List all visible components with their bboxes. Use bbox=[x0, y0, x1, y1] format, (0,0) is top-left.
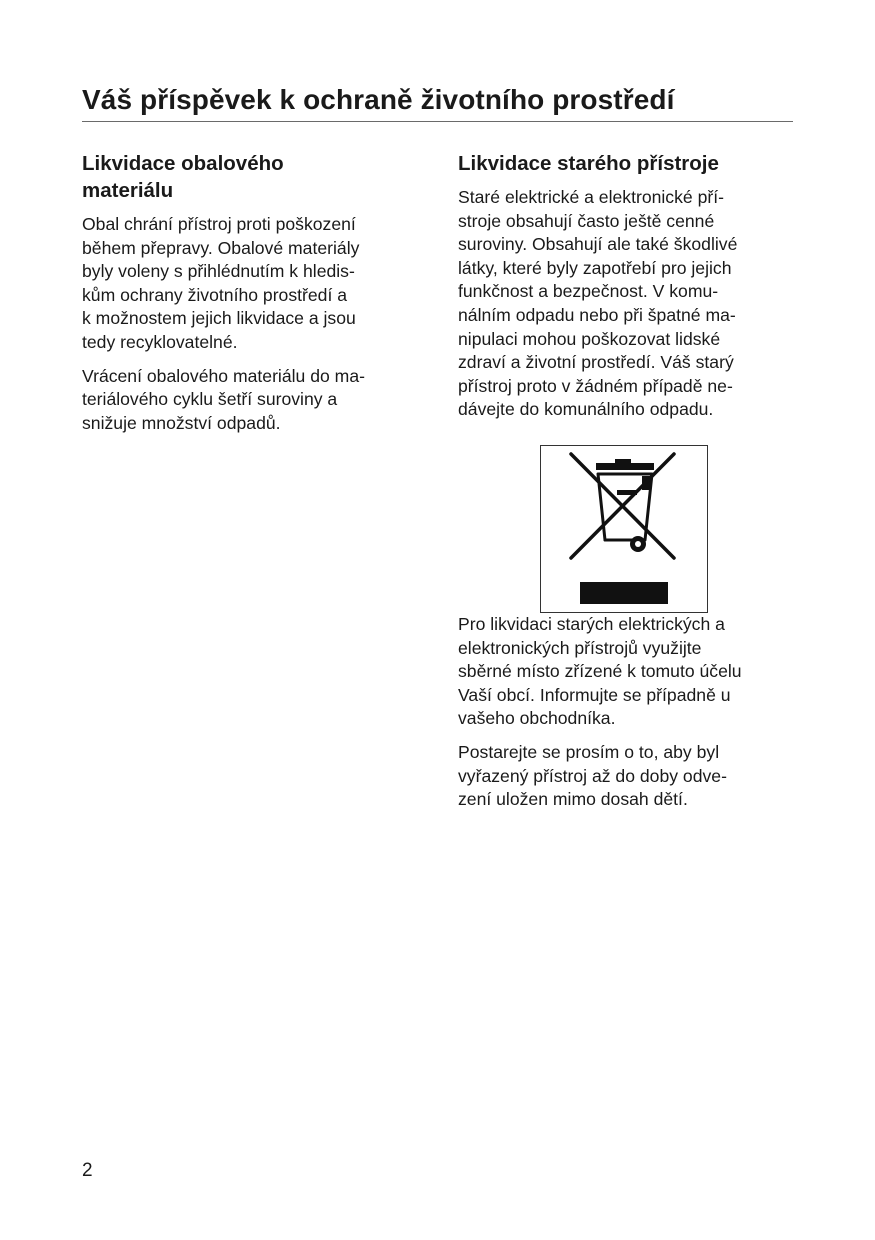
text-line: přístroj proto v žádném případě ne- bbox=[458, 375, 733, 396]
text-line: k možnostem jejich likvidace a jsou bbox=[82, 308, 356, 329]
packaging-paragraph-2 bbox=[82, 365, 417, 436]
text-line: Vaší obcí. Informujte se případně u bbox=[458, 684, 731, 705]
weee-bar bbox=[580, 582, 668, 604]
appliance-paragraph-1 bbox=[458, 186, 793, 422]
right-column bbox=[458, 150, 793, 822]
heading-line: materiálu bbox=[82, 179, 174, 202]
weee-symbol-frame bbox=[540, 445, 708, 613]
text-line: byly voleny s přihlédnutím k hledis- bbox=[82, 261, 355, 282]
text-line: zení uložen mimo dosah dětí. bbox=[458, 789, 688, 810]
text-line: Staré elektrické a elektronické pří- bbox=[458, 187, 724, 207]
text-line: tedy recyklovatelné. bbox=[82, 331, 238, 352]
text-line: Postarejte se prosím o to, aby byl bbox=[458, 741, 720, 762]
text-line: vašeho obchodníka. bbox=[458, 708, 616, 729]
text-line: během přepravy. Obalové materiály bbox=[82, 237, 360, 258]
text-line: nipulaci mohou poškozovat lidské bbox=[458, 328, 721, 349]
appliance-disposal-heading: Likvidace starého přístroje bbox=[458, 152, 719, 175]
packaging-disposal-heading bbox=[82, 150, 417, 204]
text-line: Pro likvidaci starých elektrických a bbox=[458, 613, 725, 634]
text-line: Vrácení obalového materiálu do ma- bbox=[82, 365, 365, 386]
text-line: elektronických přístrojů využijte bbox=[458, 637, 702, 658]
text-line: dávejte do komunálního odpadu. bbox=[458, 399, 714, 420]
text-line: nálním odpadu nebo při špatné ma- bbox=[458, 304, 736, 325]
crossed-out-wheelie-bin-icon bbox=[541, 446, 707, 612]
title-divider bbox=[82, 121, 793, 122]
text-line: kům ochrany životního prostředí a bbox=[82, 284, 348, 305]
appliance-paragraph-2 bbox=[458, 613, 793, 731]
appliance-paragraph-3 bbox=[458, 741, 793, 812]
text-line: teriálového cyklu šetří suroviny a bbox=[82, 389, 338, 410]
page-number: 2 bbox=[82, 1160, 93, 1181]
heading-line: Likvidace obalového bbox=[82, 152, 284, 175]
text-line: Obal chrání přístroj proti poškození bbox=[82, 214, 356, 234]
text-line: látky, které byly zapotřebí pro jejich bbox=[458, 257, 732, 278]
text-line: stroje obsahují často ještě cenné bbox=[458, 210, 715, 231]
text-line: sběrné místo zřízené k tomuto účelu bbox=[458, 661, 742, 682]
text-line: suroviny. Obsahují ale také škodlivé bbox=[458, 234, 738, 255]
text-line: zdraví a životní prostředí. Váš starý bbox=[458, 352, 734, 373]
text-line: snižuje množství odpadů. bbox=[82, 412, 281, 433]
text-line: funkčnost a bezpečnost. V komu- bbox=[458, 281, 719, 302]
page-title: Váš příspěvek k ochraně životního prostředí bbox=[82, 84, 675, 115]
packaging-paragraph-1 bbox=[82, 213, 417, 355]
left-column bbox=[82, 150, 417, 445]
text-line: vyřazený přístroj až do doby odve- bbox=[458, 765, 727, 786]
